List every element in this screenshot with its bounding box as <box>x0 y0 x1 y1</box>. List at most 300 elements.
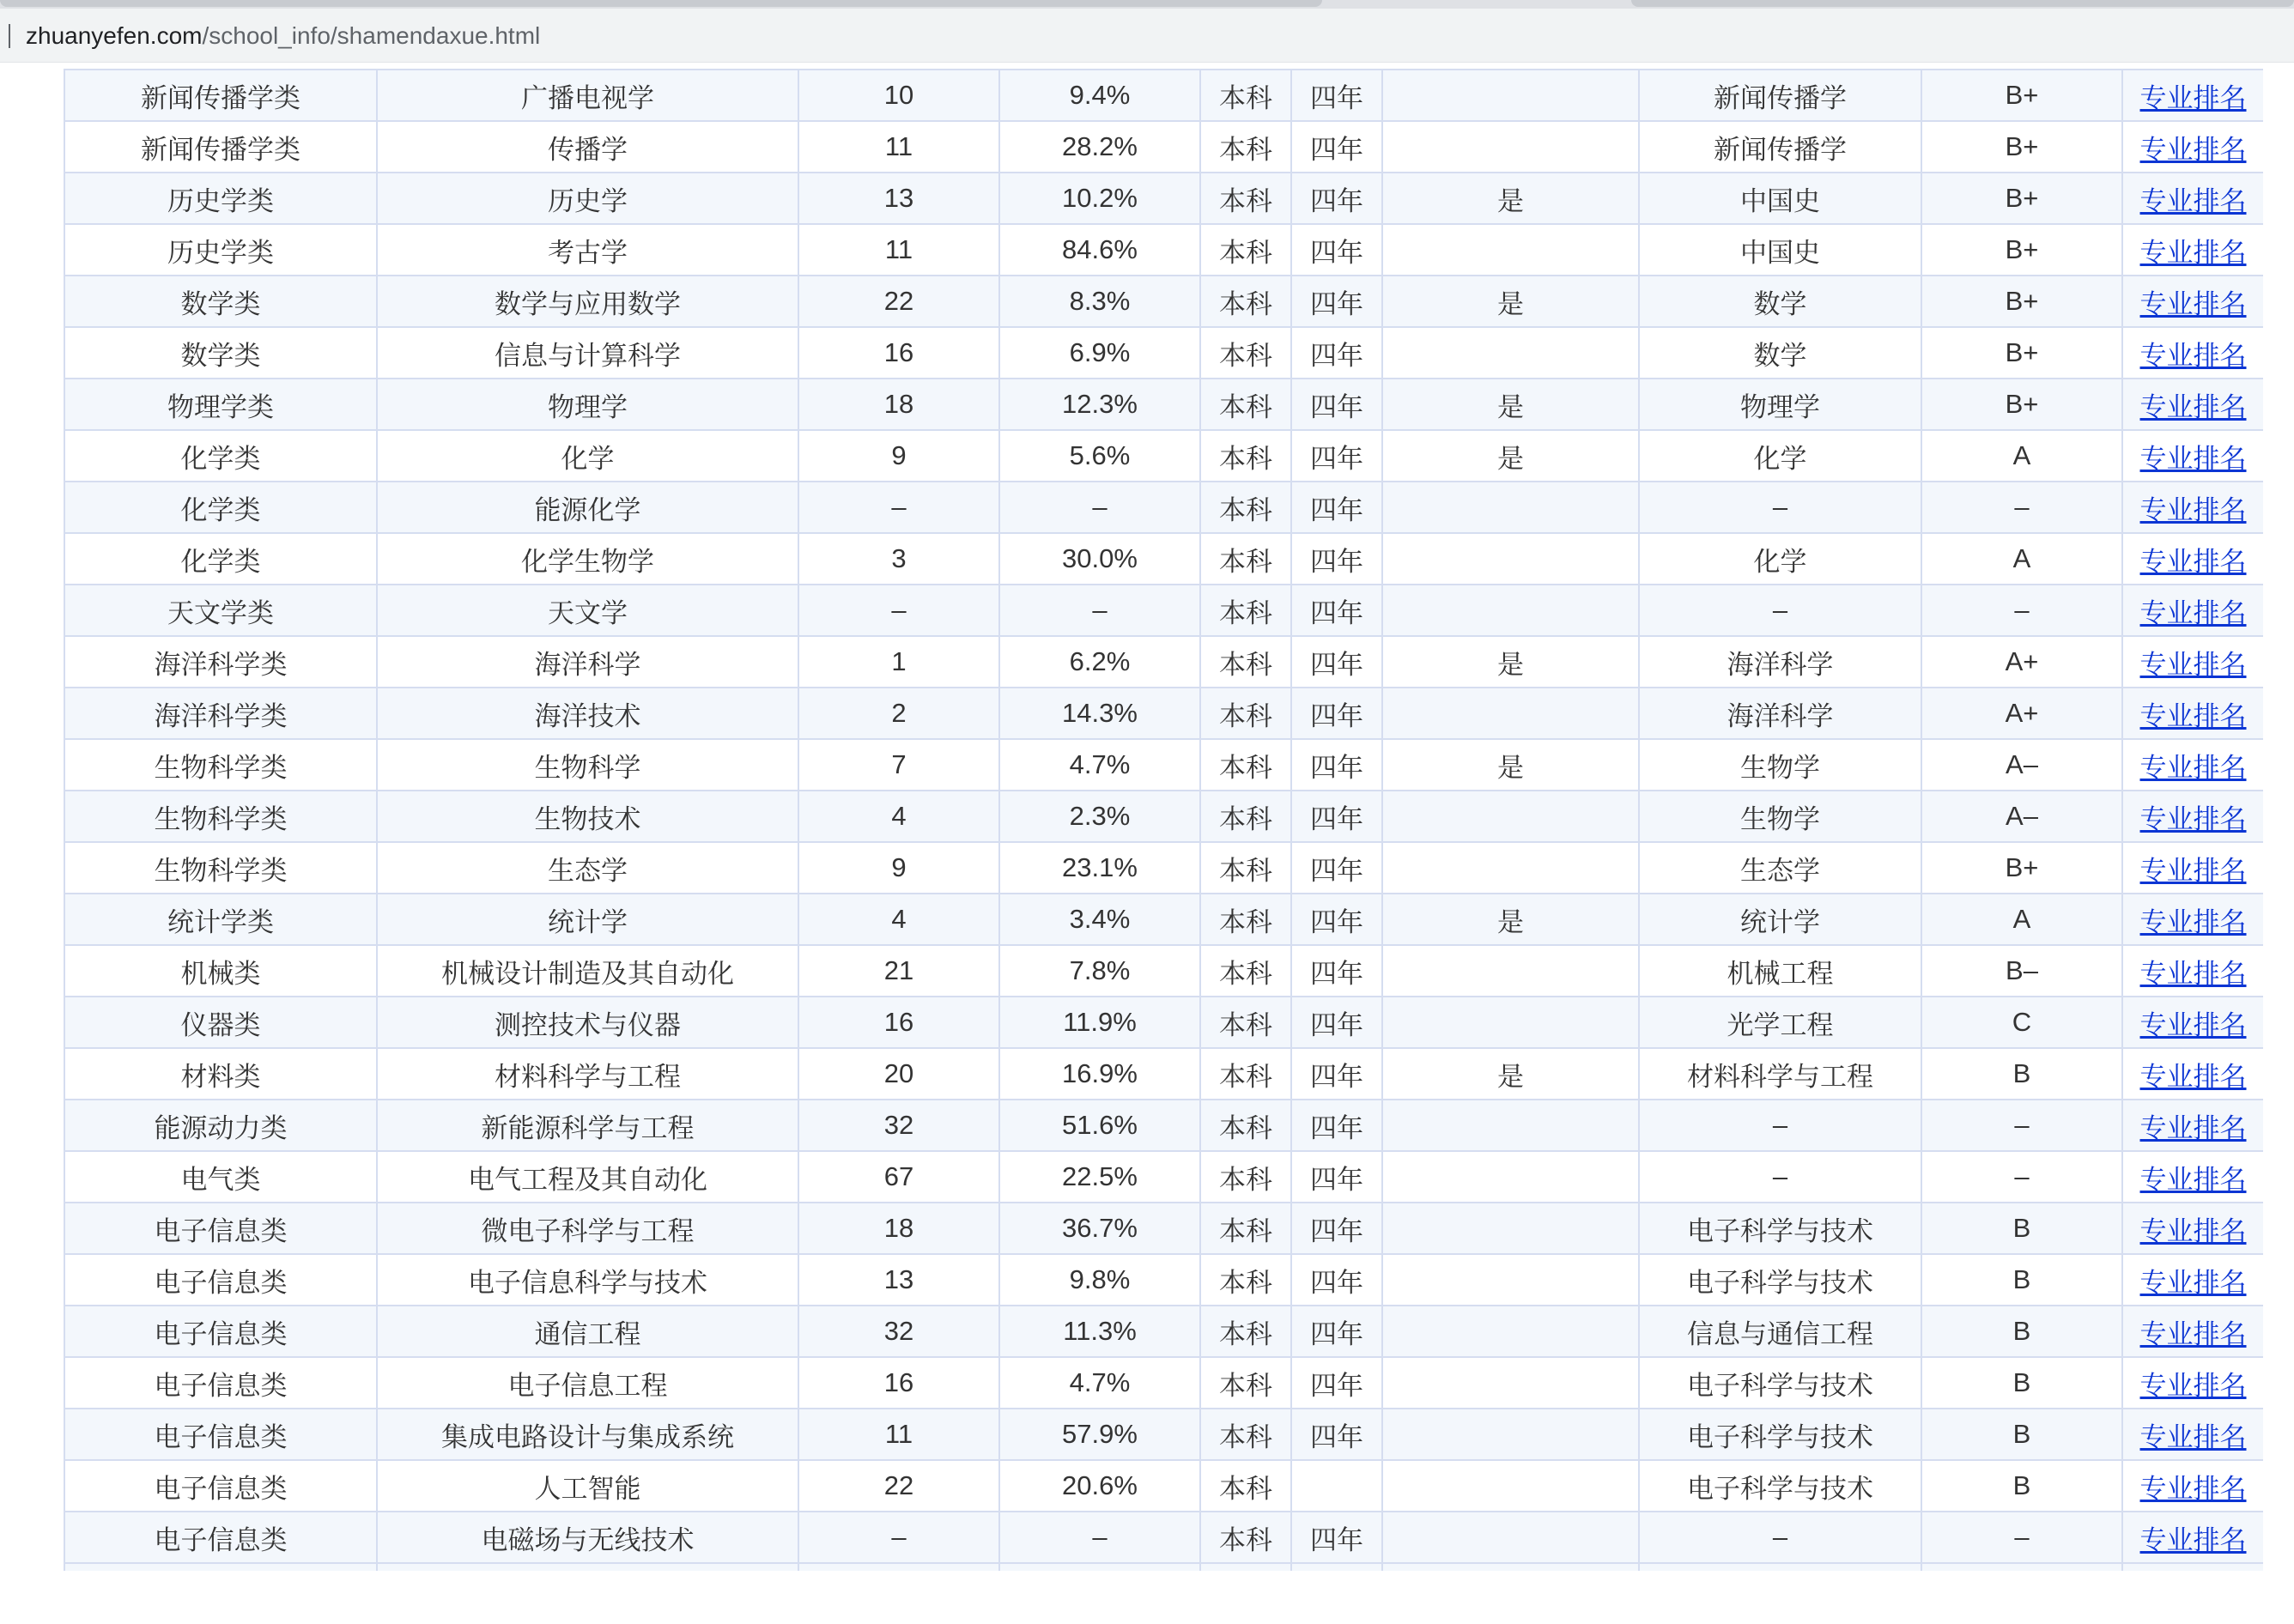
grade-cell: – <box>1921 1151 2122 1203</box>
category-cell: 仪器类 <box>64 997 377 1048</box>
grade-cell: A <box>1921 430 2122 482</box>
featured-cell <box>1382 1460 1639 1512</box>
percent-cell: 22.5% <box>999 1151 1200 1203</box>
discipline-cell: 电子科学与技术 <box>1639 1254 1921 1306</box>
featured-cell <box>1382 585 1639 636</box>
major-ranking-link[interactable]: 专业排名 <box>2139 1112 2247 1143</box>
category-cell: 新闻传播学类 <box>64 121 377 173</box>
featured-cell <box>1382 70 1639 121</box>
percent-cell: 28.2% <box>999 121 1200 173</box>
percent-cell: 51.6% <box>999 1100 1200 1151</box>
browser-tab[interactable] <box>1631 0 2294 7</box>
partial-cell <box>1921 1563 2122 1571</box>
rank-cell: – <box>798 585 999 636</box>
discipline-cell: 海洋科学 <box>1639 636 1921 688</box>
percent-cell: 6.9% <box>999 327 1200 379</box>
major-ranking-link[interactable]: 专业排名 <box>2139 237 2247 268</box>
partial-cell <box>1291 1563 1382 1571</box>
percent-cell: 5.6% <box>999 430 1200 482</box>
major-ranking-link[interactable]: 专业排名 <box>2139 494 2247 525</box>
ranking-link-cell <box>2122 842 2263 894</box>
category-cell: 历史学类 <box>64 173 377 224</box>
level-cell: 本科 <box>1200 1048 1291 1100</box>
major-cell: 考古学 <box>377 224 798 276</box>
partial-cell <box>2122 1563 2263 1571</box>
featured-cell: 是 <box>1382 894 1639 945</box>
rank-cell: 13 <box>798 1254 999 1306</box>
featured-cell <box>1382 533 1639 585</box>
major-cell: 生物技术 <box>377 791 798 842</box>
major-ranking-link[interactable]: 专业排名 <box>2139 803 2247 834</box>
major-ranking-link[interactable]: 专业排名 <box>2139 752 2247 783</box>
rank-cell: 67 <box>798 1151 999 1203</box>
major-ranking-table-container <box>64 69 2263 1624</box>
featured-cell <box>1382 1306 1639 1357</box>
ranking-link-cell <box>2122 173 2263 224</box>
major-cell: 机械设计制造及其自动化 <box>377 945 798 997</box>
major-cell: 电磁场与无线技术 <box>377 1512 798 1563</box>
percent-cell: 23.1% <box>999 842 1200 894</box>
major-cell: 微电子科学与工程 <box>377 1203 798 1254</box>
category-cell: 生物科学类 <box>64 739 377 791</box>
grade-cell: B <box>1921 1254 2122 1306</box>
grade-cell: B <box>1921 1203 2122 1254</box>
percent-cell: 9.4% <box>999 70 1200 121</box>
duration-cell: 四年 <box>1291 894 1382 945</box>
major-cell: 物理学 <box>377 379 798 430</box>
category-cell: 电子信息类 <box>64 1512 377 1563</box>
percent-cell: 36.7% <box>999 1203 1200 1254</box>
major-cell: 生物科学 <box>377 739 798 791</box>
percent-cell: 11.9% <box>999 997 1200 1048</box>
duration-cell: 四年 <box>1291 585 1382 636</box>
discipline-cell: 生态学 <box>1639 842 1921 894</box>
partial-cell <box>798 1563 999 1571</box>
major-ranking-link[interactable]: 专业排名 <box>2139 1370 2247 1401</box>
level-cell: 本科 <box>1200 1151 1291 1203</box>
featured-cell <box>1382 1512 1639 1563</box>
table-row <box>64 791 2263 842</box>
discipline-cell: 海洋科学 <box>1639 688 1921 739</box>
url-host: zhuanyefen.com <box>26 22 203 49</box>
ranking-link-cell <box>2122 121 2263 173</box>
major-ranking-link[interactable]: 专业排名 <box>2139 597 2247 628</box>
ranking-link-cell <box>2122 327 2263 379</box>
level-cell: 本科 <box>1200 70 1291 121</box>
featured-cell <box>1382 842 1639 894</box>
ranking-link-cell <box>2122 1048 2263 1100</box>
level-cell: 本科 <box>1200 585 1291 636</box>
discipline-cell: 统计学 <box>1639 894 1921 945</box>
major-ranking-link[interactable]: 专业排名 <box>2139 340 2247 371</box>
table-row <box>64 688 2263 739</box>
percent-cell: – <box>999 482 1200 533</box>
level-cell: 本科 <box>1200 791 1291 842</box>
ranking-link-cell <box>2122 1460 2263 1512</box>
duration-cell: 四年 <box>1291 70 1382 121</box>
duration-cell: 四年 <box>1291 1357 1382 1409</box>
major-ranking-link[interactable]: 专业排名 <box>2139 1009 2247 1040</box>
duration-cell: 四年 <box>1291 636 1382 688</box>
level-cell: 本科 <box>1200 224 1291 276</box>
discipline-cell: – <box>1639 1151 1921 1203</box>
level-cell: 本科 <box>1200 1409 1291 1460</box>
table-row <box>64 894 2263 945</box>
percent-cell: 8.3% <box>999 276 1200 327</box>
rank-cell: 2 <box>798 688 999 739</box>
table-row <box>64 224 2263 276</box>
percent-cell: – <box>999 585 1200 636</box>
duration-cell: 四年 <box>1291 379 1382 430</box>
major-ranking-link[interactable]: 专业排名 <box>2139 134 2247 165</box>
major-ranking-link[interactable]: 专业排名 <box>2139 443 2247 474</box>
category-cell: 化学类 <box>64 430 377 482</box>
duration-cell: 四年 <box>1291 482 1382 533</box>
level-cell: 本科 <box>1200 945 1291 997</box>
percent-cell: 20.6% <box>999 1460 1200 1512</box>
duration-cell: 四年 <box>1291 276 1382 327</box>
featured-cell <box>1382 945 1639 997</box>
percent-cell: 9.8% <box>999 1254 1200 1306</box>
table-row <box>64 1100 2263 1151</box>
discipline-cell: – <box>1639 585 1921 636</box>
table-row <box>64 533 2263 585</box>
grade-cell: B+ <box>1921 70 2122 121</box>
level-cell: 本科 <box>1200 1357 1291 1409</box>
major-cell: 天文学 <box>377 585 798 636</box>
grade-cell: A– <box>1921 739 2122 791</box>
ranking-link-cell <box>2122 791 2263 842</box>
category-cell: 电子信息类 <box>64 1460 377 1512</box>
discipline-cell: – <box>1639 482 1921 533</box>
duration-cell: 四年 <box>1291 224 1382 276</box>
ranking-link-cell <box>2122 430 2263 482</box>
grade-cell: – <box>1921 482 2122 533</box>
ranking-link-cell <box>2122 1100 2263 1151</box>
duration-cell: 四年 <box>1291 1203 1382 1254</box>
duration-cell: 四年 <box>1291 842 1382 894</box>
major-ranking-link[interactable]: 专业排名 <box>2139 1164 2247 1195</box>
featured-cell <box>1382 1254 1639 1306</box>
table-row <box>64 1512 2263 1563</box>
featured-cell: 是 <box>1382 379 1639 430</box>
rank-cell: 20 <box>798 1048 999 1100</box>
discipline-cell: 中国史 <box>1639 224 1921 276</box>
discipline-cell: 电子科学与技术 <box>1639 1460 1921 1512</box>
percent-cell: – <box>999 1512 1200 1563</box>
table-row <box>64 842 2263 894</box>
table-body <box>64 70 2263 1571</box>
level-cell: 本科 <box>1200 173 1291 224</box>
category-cell: 化学类 <box>64 533 377 585</box>
percent-cell: 16.9% <box>999 1048 1200 1100</box>
discipline-cell: 电子科学与技术 <box>1639 1409 1921 1460</box>
rank-cell: 11 <box>798 224 999 276</box>
ranking-link-cell <box>2122 224 2263 276</box>
featured-cell <box>1382 1357 1639 1409</box>
category-cell: 海洋科学类 <box>64 688 377 739</box>
level-cell: 本科 <box>1200 842 1291 894</box>
category-cell: 历史学类 <box>64 224 377 276</box>
table-row <box>64 739 2263 791</box>
grade-cell: – <box>1921 1512 2122 1563</box>
rank-cell: 32 <box>798 1100 999 1151</box>
level-cell: 本科 <box>1200 688 1291 739</box>
ranking-link-cell <box>2122 1306 2263 1357</box>
rank-cell: – <box>798 1512 999 1563</box>
duration-cell: 四年 <box>1291 173 1382 224</box>
partial-cell <box>1639 1563 1921 1571</box>
major-cell: 海洋技术 <box>377 688 798 739</box>
table-row <box>64 1460 2263 1512</box>
major-ranking-link[interactable]: 专业排名 <box>2139 700 2247 731</box>
level-cell: 本科 <box>1200 1306 1291 1357</box>
major-ranking-link[interactable]: 专业排名 <box>2139 288 2247 319</box>
rank-cell: 9 <box>798 842 999 894</box>
duration-cell: 四年 <box>1291 997 1382 1048</box>
table-row <box>64 1151 2263 1203</box>
grade-cell: B <box>1921 1048 2122 1100</box>
ranking-link-cell <box>2122 739 2263 791</box>
rank-cell: 11 <box>798 121 999 173</box>
url-path: /school_info/shamendaxue.html <box>202 22 541 49</box>
level-cell: 本科 <box>1200 121 1291 173</box>
table-row <box>64 945 2263 997</box>
category-cell: 生物科学类 <box>64 842 377 894</box>
major-ranking-link[interactable]: 专业排名 <box>2139 82 2247 113</box>
major-cell: 电子信息工程 <box>377 1357 798 1409</box>
duration-cell: 四年 <box>1291 1100 1382 1151</box>
featured-cell <box>1382 327 1639 379</box>
major-cell: 电气工程及其自动化 <box>377 1151 798 1203</box>
category-cell: 天文学类 <box>64 585 377 636</box>
rank-cell: 4 <box>798 894 999 945</box>
grade-cell: B+ <box>1921 224 2122 276</box>
duration-cell: 四年 <box>1291 945 1382 997</box>
grade-cell: B+ <box>1921 121 2122 173</box>
category-cell: 电子信息类 <box>64 1254 377 1306</box>
major-ranking-link[interactable]: 专业排名 <box>2139 546 2247 577</box>
major-ranking-link[interactable]: 专业排名 <box>2139 391 2247 422</box>
table-row <box>64 585 2263 636</box>
percent-cell: 2.3% <box>999 791 1200 842</box>
featured-cell <box>1382 791 1639 842</box>
partial-cell <box>1200 1563 1291 1571</box>
category-cell: 海洋科学类 <box>64 636 377 688</box>
major-ranking-link[interactable]: 专业排名 <box>2139 1061 2247 1092</box>
level-cell: 本科 <box>1200 997 1291 1048</box>
percent-cell: 30.0% <box>999 533 1200 585</box>
percent-cell: 84.6% <box>999 224 1200 276</box>
major-ranking-link[interactable]: 专业排名 <box>2139 1473 2247 1504</box>
table-row <box>64 379 2263 430</box>
level-cell: 本科 <box>1200 894 1291 945</box>
rank-cell: 18 <box>798 1203 999 1254</box>
url-text[interactable] <box>26 21 540 52</box>
level-cell: 本科 <box>1200 430 1291 482</box>
major-cell: 历史学 <box>377 173 798 224</box>
browser-tab[interactable] <box>0 0 1322 7</box>
discipline-cell: 化学 <box>1639 533 1921 585</box>
major-ranking-link[interactable]: 专业排名 <box>2139 855 2247 886</box>
ranking-link-cell <box>2122 1409 2263 1460</box>
table-row <box>64 1306 2263 1357</box>
featured-cell <box>1382 1409 1639 1460</box>
ranking-link-cell <box>2122 276 2263 327</box>
discipline-cell: 数学 <box>1639 327 1921 379</box>
category-cell: 电子信息类 <box>64 1357 377 1409</box>
table-row-partial <box>64 1563 2263 1571</box>
percent-cell: 4.7% <box>999 739 1200 791</box>
ranking-link-cell <box>2122 1203 2263 1254</box>
category-cell: 统计学类 <box>64 894 377 945</box>
grade-cell: C <box>1921 997 2122 1048</box>
ranking-link-cell <box>2122 1357 2263 1409</box>
grade-cell: B+ <box>1921 173 2122 224</box>
discipline-cell: 生物学 <box>1639 791 1921 842</box>
major-ranking-link[interactable]: 专业排名 <box>2139 1524 2247 1555</box>
major-cell: 测控技术与仪器 <box>377 997 798 1048</box>
partial-cell <box>64 1563 377 1571</box>
rank-cell: 3 <box>798 533 999 585</box>
address-bar[interactable] <box>0 9 2294 63</box>
grade-cell: – <box>1921 1100 2122 1151</box>
level-cell: 本科 <box>1200 1512 1291 1563</box>
featured-cell: 是 <box>1382 1048 1639 1100</box>
major-cell: 人工智能 <box>377 1460 798 1512</box>
level-cell: 本科 <box>1200 1254 1291 1306</box>
duration-cell <box>1291 1460 1382 1512</box>
ranking-link-cell <box>2122 1512 2263 1563</box>
table-row <box>64 636 2263 688</box>
duration-cell: 四年 <box>1291 121 1382 173</box>
rank-cell: – <box>798 482 999 533</box>
major-cell: 能源化学 <box>377 482 798 533</box>
ranking-link-cell <box>2122 585 2263 636</box>
grade-cell: B+ <box>1921 379 2122 430</box>
rank-cell: 18 <box>798 379 999 430</box>
discipline-cell: 物理学 <box>1639 379 1921 430</box>
grade-cell: A <box>1921 894 2122 945</box>
partial-cell <box>377 1563 798 1571</box>
grade-cell: B <box>1921 1409 2122 1460</box>
major-ranking-link[interactable]: 专业排名 <box>2139 1421 2247 1452</box>
discipline-cell: 中国史 <box>1639 173 1921 224</box>
duration-cell: 四年 <box>1291 791 1382 842</box>
featured-cell <box>1382 1100 1639 1151</box>
major-cell: 化学生物学 <box>377 533 798 585</box>
rank-cell: 16 <box>798 997 999 1048</box>
category-cell: 新闻传播学类 <box>64 70 377 121</box>
duration-cell: 四年 <box>1291 327 1382 379</box>
category-cell: 数学类 <box>64 327 377 379</box>
featured-cell <box>1382 688 1639 739</box>
level-cell: 本科 <box>1200 1460 1291 1512</box>
rank-cell: 10 <box>798 70 999 121</box>
rank-cell: 22 <box>798 276 999 327</box>
featured-cell <box>1382 224 1639 276</box>
category-cell: 电子信息类 <box>64 1409 377 1460</box>
featured-cell: 是 <box>1382 430 1639 482</box>
duration-cell: 四年 <box>1291 533 1382 585</box>
duration-cell: 四年 <box>1291 1254 1382 1306</box>
percent-cell: 11.3% <box>999 1306 1200 1357</box>
major-ranking-table <box>64 69 2263 1571</box>
discipline-cell: 光学工程 <box>1639 997 1921 1048</box>
percent-cell: 4.7% <box>999 1357 1200 1409</box>
table-row <box>64 276 2263 327</box>
partial-cell <box>1382 1563 1639 1571</box>
category-cell: 生物科学类 <box>64 791 377 842</box>
level-cell: 本科 <box>1200 1100 1291 1151</box>
category-cell: 机械类 <box>64 945 377 997</box>
discipline-cell: 新闻传播学 <box>1639 70 1921 121</box>
major-ranking-link[interactable]: 专业排名 <box>2139 1267 2247 1298</box>
major-ranking-link[interactable]: 专业排名 <box>2139 1215 2247 1246</box>
table-row <box>64 1203 2263 1254</box>
major-ranking-link[interactable]: 专业排名 <box>2139 958 2247 989</box>
table-row <box>64 997 2263 1048</box>
duration-cell: 四年 <box>1291 1151 1382 1203</box>
major-cell: 材料科学与工程 <box>377 1048 798 1100</box>
grade-cell: A– <box>1921 791 2122 842</box>
major-cell: 化学 <box>377 430 798 482</box>
grade-cell: A+ <box>1921 688 2122 739</box>
discipline-cell: – <box>1639 1512 1921 1563</box>
discipline-cell: – <box>1639 1100 1921 1151</box>
ranking-link-cell <box>2122 894 2263 945</box>
level-cell: 本科 <box>1200 739 1291 791</box>
discipline-cell: 电子科学与技术 <box>1639 1357 1921 1409</box>
discipline-cell: 电子科学与技术 <box>1639 1203 1921 1254</box>
featured-cell <box>1382 482 1639 533</box>
duration-cell: 四年 <box>1291 1306 1382 1357</box>
grade-cell: A+ <box>1921 636 2122 688</box>
ranking-link-cell <box>2122 636 2263 688</box>
ranking-link-cell <box>2122 379 2263 430</box>
major-cell: 广播电视学 <box>377 70 798 121</box>
major-cell: 数学与应用数学 <box>377 276 798 327</box>
level-cell: 本科 <box>1200 276 1291 327</box>
level-cell: 本科 <box>1200 636 1291 688</box>
category-cell: 能源动力类 <box>64 1100 377 1151</box>
featured-cell <box>1382 121 1639 173</box>
ranking-link-cell <box>2122 533 2263 585</box>
grade-cell: B <box>1921 1357 2122 1409</box>
major-ranking-link[interactable]: 专业排名 <box>2139 906 2247 937</box>
major-cell: 通信工程 <box>377 1306 798 1357</box>
discipline-cell: 数学 <box>1639 276 1921 327</box>
percent-cell: 3.4% <box>999 894 1200 945</box>
major-ranking-link[interactable]: 专业排名 <box>2139 649 2247 680</box>
grade-cell: B <box>1921 1306 2122 1357</box>
featured-cell: 是 <box>1382 739 1639 791</box>
rank-cell: 4 <box>798 791 999 842</box>
major-ranking-link[interactable]: 专业排名 <box>2139 1318 2247 1349</box>
ranking-link-cell <box>2122 997 2263 1048</box>
major-cell: 集成电路设计与集成系统 <box>377 1409 798 1460</box>
percent-cell: 6.2% <box>999 636 1200 688</box>
category-cell: 数学类 <box>64 276 377 327</box>
ranking-link-cell <box>2122 688 2263 739</box>
major-ranking-link[interactable]: 专业排名 <box>2139 185 2247 216</box>
major-cell: 生态学 <box>377 842 798 894</box>
table-row <box>64 70 2263 121</box>
table-row <box>64 173 2263 224</box>
table-row <box>64 1357 2263 1409</box>
partial-cell <box>999 1563 1200 1571</box>
rank-cell: 32 <box>798 1306 999 1357</box>
